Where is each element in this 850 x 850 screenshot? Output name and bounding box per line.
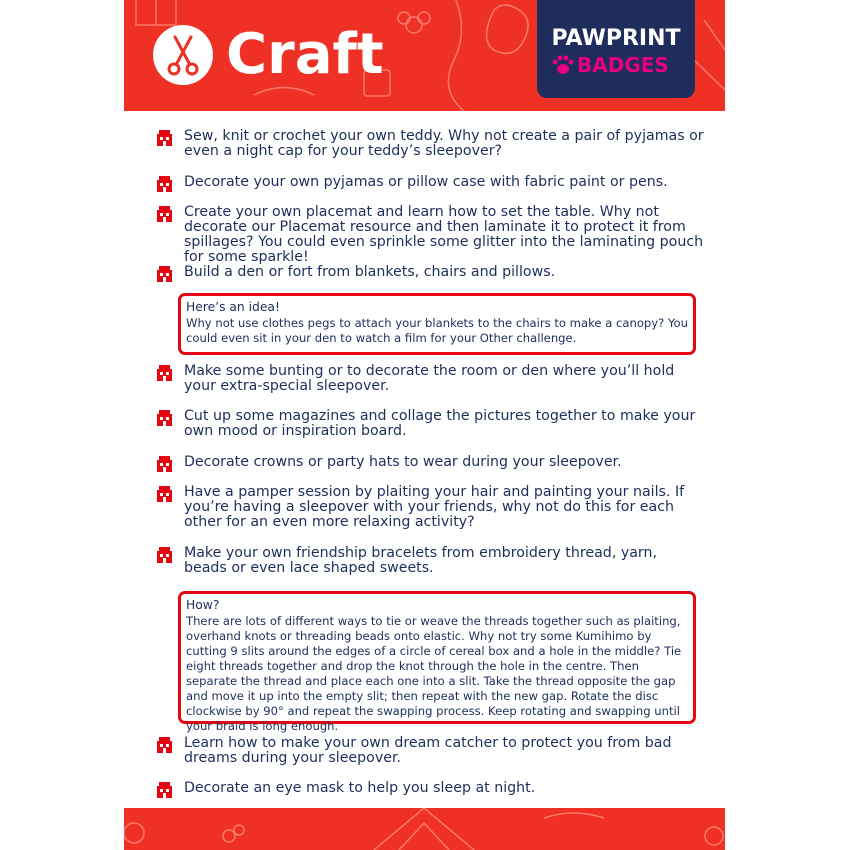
brand-name-bottom: BADGES: [577, 53, 669, 77]
paw-icon: [551, 54, 575, 76]
list-item-text: Cut up some magazines and collage the pictures together to make your own mood or inspiration board.: [184, 408, 696, 439]
list-item-text: Decorate an eye mask to help you sleep at night.: [184, 780, 536, 796]
list-item-text: Make your own friendship bracelets from embroidery thread, yarn, beads or even lace shaped sweets.: [184, 545, 658, 576]
house-bullet-icon: [156, 365, 173, 382]
list-item-text: Learn how to make your own dream catcher to protect you from bad dreams during your sleepover.: [184, 735, 672, 766]
house-bullet-icon: [156, 410, 173, 427]
house-bullet-icon: [156, 266, 173, 283]
footer-banner: [124, 808, 725, 850]
list-item-text: Have a pamper session by plaiting your hair and painting your nails. If you’re having a sleepover with your friends, why not do this for each other for an even more relaxing activity?: [184, 484, 685, 530]
house-bullet-icon: [156, 130, 173, 147]
how-box-body: There are lots of different ways to tie or weave the threads together such as plaiting, overhand knots or threading beads onto elastic. Why not try some Kumihimo by cutting 9 slits around the edges of a circle of cereal box and a hole in the middle? Tie eight threads together and drop the knot through the hole in the centre. Then separate the thread and place each one into a slit. Take the thread opposite the gap and move it up into the empty slit; then repeat with the new gap. Rotate the disc clockwise by 90° and repeat the swapping process. Keep rotating and swapping until your braid is long enough.: [186, 614, 682, 733]
brand-name-top: PAWPRINT: [551, 26, 681, 51]
house-bullet-icon: [156, 547, 173, 564]
house-bullet-icon: [156, 737, 173, 754]
list-item-text: Create your own placemat and learn how to set the table. Why not decorate our Placemat resource and then laminate it to protect it from spillages? You could even sprinkle some glitter into the laminating pouch for some sparkle!: [184, 204, 704, 265]
idea-box: [178, 293, 696, 355]
how-box: [178, 591, 696, 733]
scissors-badge: [153, 25, 213, 85]
page-title: Craft: [226, 22, 384, 87]
house-bullet-icon: [156, 176, 173, 193]
how-box-title: How?: [186, 598, 220, 612]
house-bullet-icon: [156, 486, 173, 503]
house-bullet-icon: [156, 782, 173, 799]
list-item-text: Decorate your own pyjamas or pillow case with fabric paint or pens.: [184, 174, 668, 190]
footer-doodles: [124, 808, 725, 850]
house-bullet-icon: [156, 456, 173, 473]
pawprint-badges-logo: [537, 0, 695, 98]
list-item-text: Sew, knit or crochet your own teddy. Why not create a pair of pyjamas or even a night cap for your teddy’s sleepover?: [184, 128, 704, 159]
page: [124, 0, 725, 850]
header-banner: [124, 0, 725, 111]
list-item-text: Decorate crowns or party hats to wear during your sleepover.: [184, 454, 622, 470]
house-bullet-icon: [156, 206, 173, 223]
list-item-text: Build a den or fort from blankets, chairs and pillows.: [184, 264, 556, 280]
list-item-text: Make some bunting or to decorate the room or den where you’ll hold your extra-special sleepover.: [184, 363, 675, 394]
idea-box-body: Why not use clothes pegs to attach your blankets to the chairs to make a canopy? You could even sit in your den to watch a film for your Other challenge.: [186, 316, 688, 345]
scissors-icon: [153, 25, 213, 85]
idea-box-title: Here’s an idea!: [186, 300, 280, 314]
